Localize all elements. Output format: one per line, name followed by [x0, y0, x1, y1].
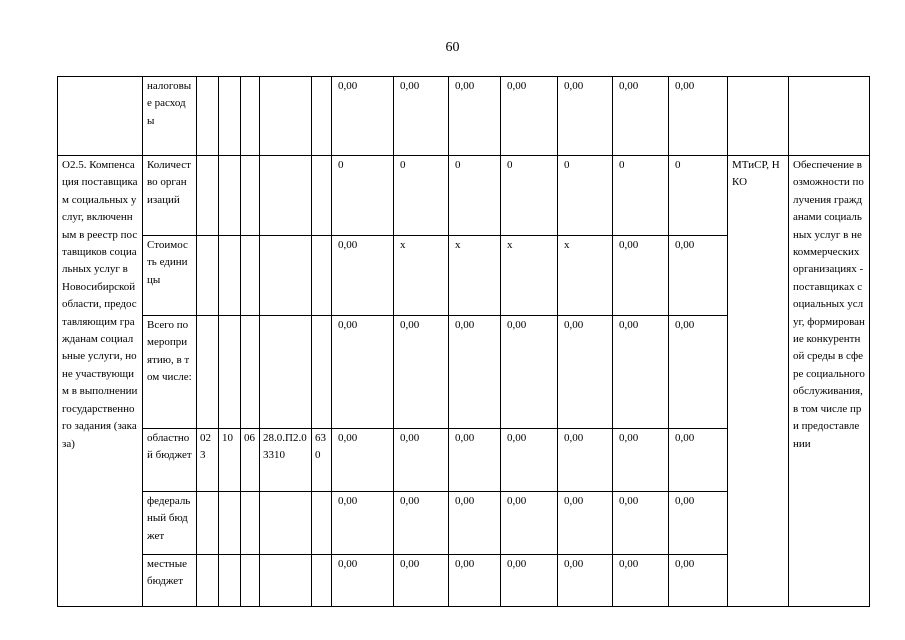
code-rz	[219, 492, 241, 555]
table-row	[58, 156, 870, 236]
empty-cell	[58, 77, 143, 156]
value-cell: 0,00	[449, 316, 501, 429]
value-cell: 0	[394, 156, 449, 236]
code-pr	[241, 316, 260, 429]
row-label: Стоимость единицы	[143, 236, 197, 316]
value-cell: 0,00	[394, 429, 449, 492]
code-rz	[219, 236, 241, 316]
value-cell: 0	[449, 156, 501, 236]
code-pr	[241, 156, 260, 236]
code-pr	[241, 492, 260, 555]
code-vr	[312, 555, 332, 607]
value-cell: 0,00	[669, 236, 728, 316]
value-cell: 0,00	[669, 492, 728, 555]
value-cell: 0,00	[501, 316, 558, 429]
code-gr: 023	[197, 429, 219, 492]
executor-cell: МТиСР, НКО	[728, 156, 789, 607]
code-gr	[197, 555, 219, 607]
code-vr	[312, 77, 332, 156]
value-cell: x	[501, 236, 558, 316]
value-cell: 0,00	[449, 77, 501, 156]
value-cell: 0,00	[501, 77, 558, 156]
code-rz	[219, 156, 241, 236]
value-cell: 0,00	[449, 555, 501, 607]
value-cell: x	[558, 236, 613, 316]
row-label: Всего по мероприятию, в том числе:	[143, 316, 197, 429]
value-cell: 0	[669, 156, 728, 236]
code-vr: 630	[312, 429, 332, 492]
value-cell: 0	[613, 156, 669, 236]
value-cell: 0,00	[449, 492, 501, 555]
code-csr	[260, 236, 312, 316]
row-label: налоговые расходы	[143, 77, 197, 156]
value-cell: 0,00	[332, 555, 394, 607]
value-cell: 0,00	[613, 316, 669, 429]
value-cell: 0,00	[501, 555, 558, 607]
expected-result-cell: Обеспечение возможности получения гражданами социальных услуг в некоммерческих организациях - поставщиках социальных услуг, формирование конкурентной среды в сфере социального обслуживания, в том числе при предоставлении	[789, 156, 870, 607]
empty-cell	[728, 77, 789, 156]
value-cell: 0,00	[501, 429, 558, 492]
value-cell: 0,00	[613, 555, 669, 607]
page-number: 60	[445, 40, 460, 55]
code-gr	[197, 77, 219, 156]
value-cell: 0,00	[332, 492, 394, 555]
code-csr: 28.0.П2.03310	[260, 429, 312, 492]
code-pr	[241, 77, 260, 156]
value-cell: 0,00	[558, 316, 613, 429]
value-cell: 0,00	[449, 429, 501, 492]
value-cell: 0,00	[394, 77, 449, 156]
value-cell: 0,00	[394, 492, 449, 555]
code-csr	[260, 156, 312, 236]
value-cell: 0,00	[332, 236, 394, 316]
measure-name-cell: О2.5. Компенсация поставщикам социальных услуг, включенным в реестр поставщиков социальных услуг в Новосибирской области, предоставляющим гражданам социальные услуги, но не участвующим в выполнении государственного задания (заказа)	[58, 156, 143, 607]
code-vr	[312, 492, 332, 555]
value-cell: 0,00	[558, 429, 613, 492]
code-vr	[312, 316, 332, 429]
code-gr	[197, 492, 219, 555]
value-cell: 0,00	[613, 77, 669, 156]
empty-cell	[789, 77, 870, 156]
code-csr	[260, 316, 312, 429]
value-cell: 0,00	[394, 555, 449, 607]
measures-table	[57, 76, 870, 607]
value-cell: x	[394, 236, 449, 316]
value-cell: 0,00	[669, 555, 728, 607]
value-cell: 0	[332, 156, 394, 236]
value-cell: 0,00	[501, 492, 558, 555]
value-cell: 0,00	[332, 316, 394, 429]
code-csr	[260, 77, 312, 156]
code-vr	[312, 236, 332, 316]
code-pr: 06	[241, 429, 260, 492]
code-rz: 10	[219, 429, 241, 492]
code-vr	[312, 156, 332, 236]
value-cell: 0,00	[669, 77, 728, 156]
value-cell: 0,00	[332, 429, 394, 492]
value-cell: 0,00	[394, 316, 449, 429]
code-gr	[197, 236, 219, 316]
code-pr	[241, 236, 260, 316]
value-cell: 0	[501, 156, 558, 236]
row-label: Количество организаций	[143, 156, 197, 236]
code-rz	[219, 77, 241, 156]
value-cell: 0,00	[669, 316, 728, 429]
code-csr	[260, 492, 312, 555]
row-label: областной бюджет	[143, 429, 197, 492]
row-label: федеральный бюджет	[143, 492, 197, 555]
value-cell: 0,00	[558, 555, 613, 607]
value-cell: 0,00	[558, 492, 613, 555]
code-rz	[219, 316, 241, 429]
code-csr	[260, 555, 312, 607]
value-cell: 0,00	[613, 236, 669, 316]
code-pr	[241, 555, 260, 607]
table-row	[58, 77, 870, 156]
code-gr	[197, 156, 219, 236]
value-cell: 0,00	[613, 429, 669, 492]
value-cell: 0,00	[332, 77, 394, 156]
value-cell: x	[449, 236, 501, 316]
value-cell: 0	[558, 156, 613, 236]
code-rz	[219, 555, 241, 607]
code-gr	[197, 316, 219, 429]
value-cell: 0,00	[669, 429, 728, 492]
value-cell: 0,00	[613, 492, 669, 555]
value-cell: 0,00	[558, 77, 613, 156]
row-label: местные бюджет	[143, 555, 197, 607]
